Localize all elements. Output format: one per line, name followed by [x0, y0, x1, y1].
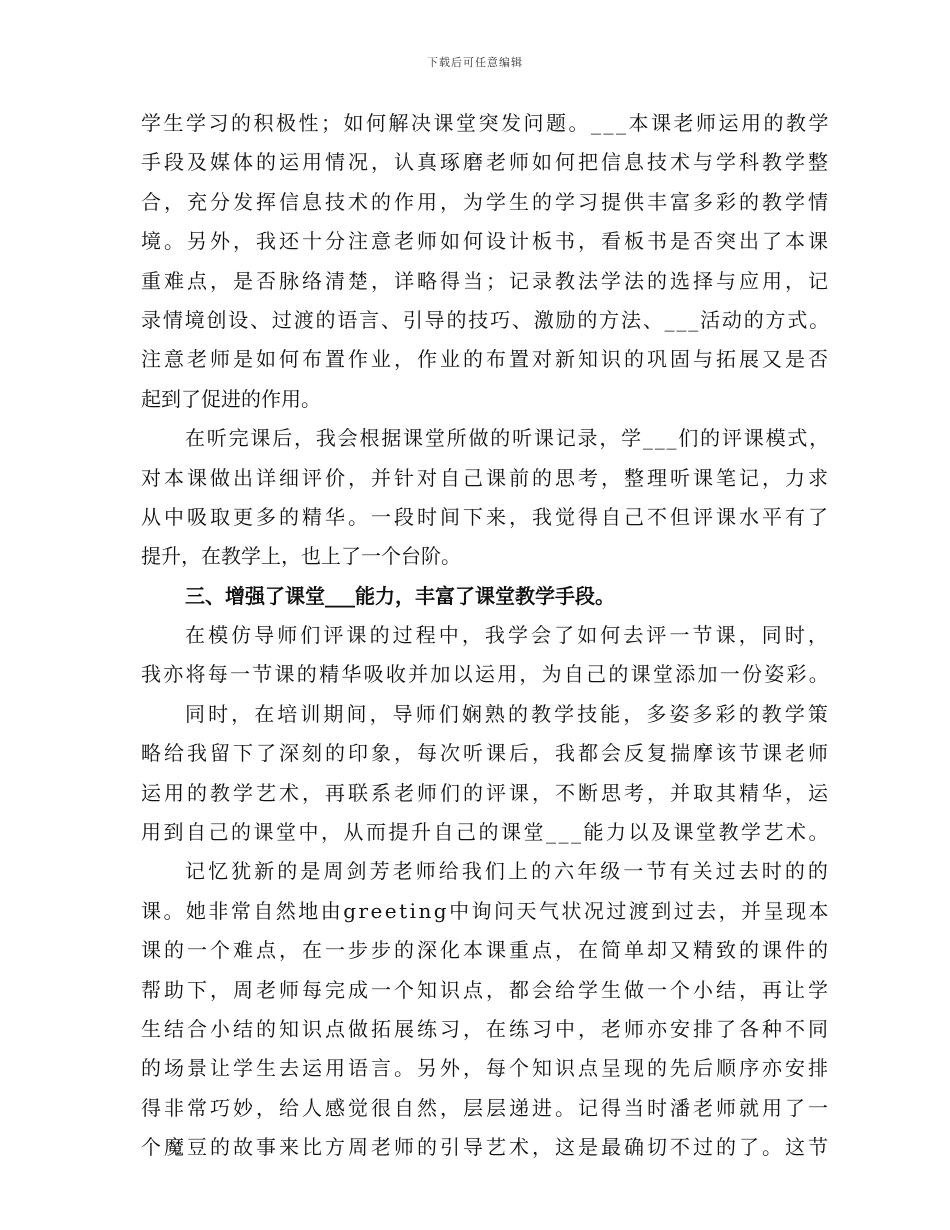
- text-line: 在听完课后，我会根据课堂所做的听课记录，学___们的评课模式，: [185, 426, 831, 451]
- text-line: 生结合小结的知识点做拓展练习，在练习中，老师亦安排了各种不同: [141, 1016, 831, 1041]
- text-line: 课的一个难点，在一步步的深化本课重点，在简单却又精致的课件的: [141, 938, 831, 963]
- text-line: 运用的教学艺术，再联系老师们的评课，不断思考，并取其精华，运: [141, 780, 831, 805]
- text-line: 我亦将每一节课的精华吸收并加以运用，为自己的课堂添加一份姿彩。: [141, 662, 831, 687]
- text-line: 境。另外，我还十分注意老师如何设计板书，看板书是否突出了本课: [141, 229, 831, 254]
- text-line: 重难点，是否脉络清楚，详略得当；记录教法学法的选择与应用，记: [141, 268, 831, 293]
- text-line: 帮助下，周老师每完成一个知识点，都会给学生做一个小结，再让学: [141, 977, 831, 1002]
- page-header: 下载后可任意编辑: [427, 56, 523, 69]
- text-line: 在模仿导师们评课的过程中，我学会了如何去评一节课，同时，: [185, 623, 831, 648]
- text-line: 课。她非常自然地由greeting中询问天气状况过渡到过去，并呈现本: [141, 898, 831, 923]
- text-line: 用到自己的课堂中，从而提升自己的课堂___能力以及课堂教学艺术。: [141, 820, 831, 845]
- text-line: 合，充分发挥信息技术的作用，为学生的学习提供丰富多彩的教学情: [141, 189, 831, 214]
- text-line: 得非常巧妙，给人感觉很自然，层层递进。记得当时潘老师就用了一: [141, 1095, 831, 1120]
- text-line: 提升，在教学上，也上了一个台阶。: [141, 544, 461, 569]
- text-line: 起到了促进的作用。: [141, 386, 321, 411]
- text-line: 记忆犹新的是周剑芳老师给我们上的六年级一节有关过去时的的: [185, 859, 831, 884]
- text-line: 手段及媒体的运用情况，认真琢磨老师如何把信息技术与学科教学整: [141, 150, 831, 175]
- text-line: 的场景让学生去运用语言。另外，每个知识点呈现的先后顺序亦安排: [141, 1056, 831, 1081]
- text-line: 录情境创设、过渡的语言、引导的技巧、激励的方法、___活动的方式。: [141, 307, 831, 332]
- text-line: 从中吸取更多的精华。一段时间下来，我觉得自己不但评课水平有了: [141, 504, 831, 529]
- section-heading: 三、增强了课堂___能力，丰富了课堂教学手段。: [185, 583, 615, 608]
- text-line: 注意老师是如何布置作业，作业的布置对新知识的巩固与拓展又是否: [141, 347, 831, 372]
- text-line: 对本课做出详细评价，并针对自己课前的思考，整理听课笔记，力求: [141, 465, 831, 490]
- text-line: 略给我留下了深刻的印象，每次听课后，我都会反复揣摩该节课老师: [141, 741, 831, 766]
- text-line: 同时，在培训期间，导师们娴熟的教学技能，多姿多彩的教学策: [185, 701, 831, 726]
- text-line: 学生学习的积极性；如何解决课堂突发问题。___本课老师运用的教学: [141, 111, 831, 135]
- document-body: [141, 104, 831, 1168]
- text-line: 个魔豆的故事来比方周老师的引导艺术，这是最确切不过的了。这节: [141, 1135, 831, 1160]
